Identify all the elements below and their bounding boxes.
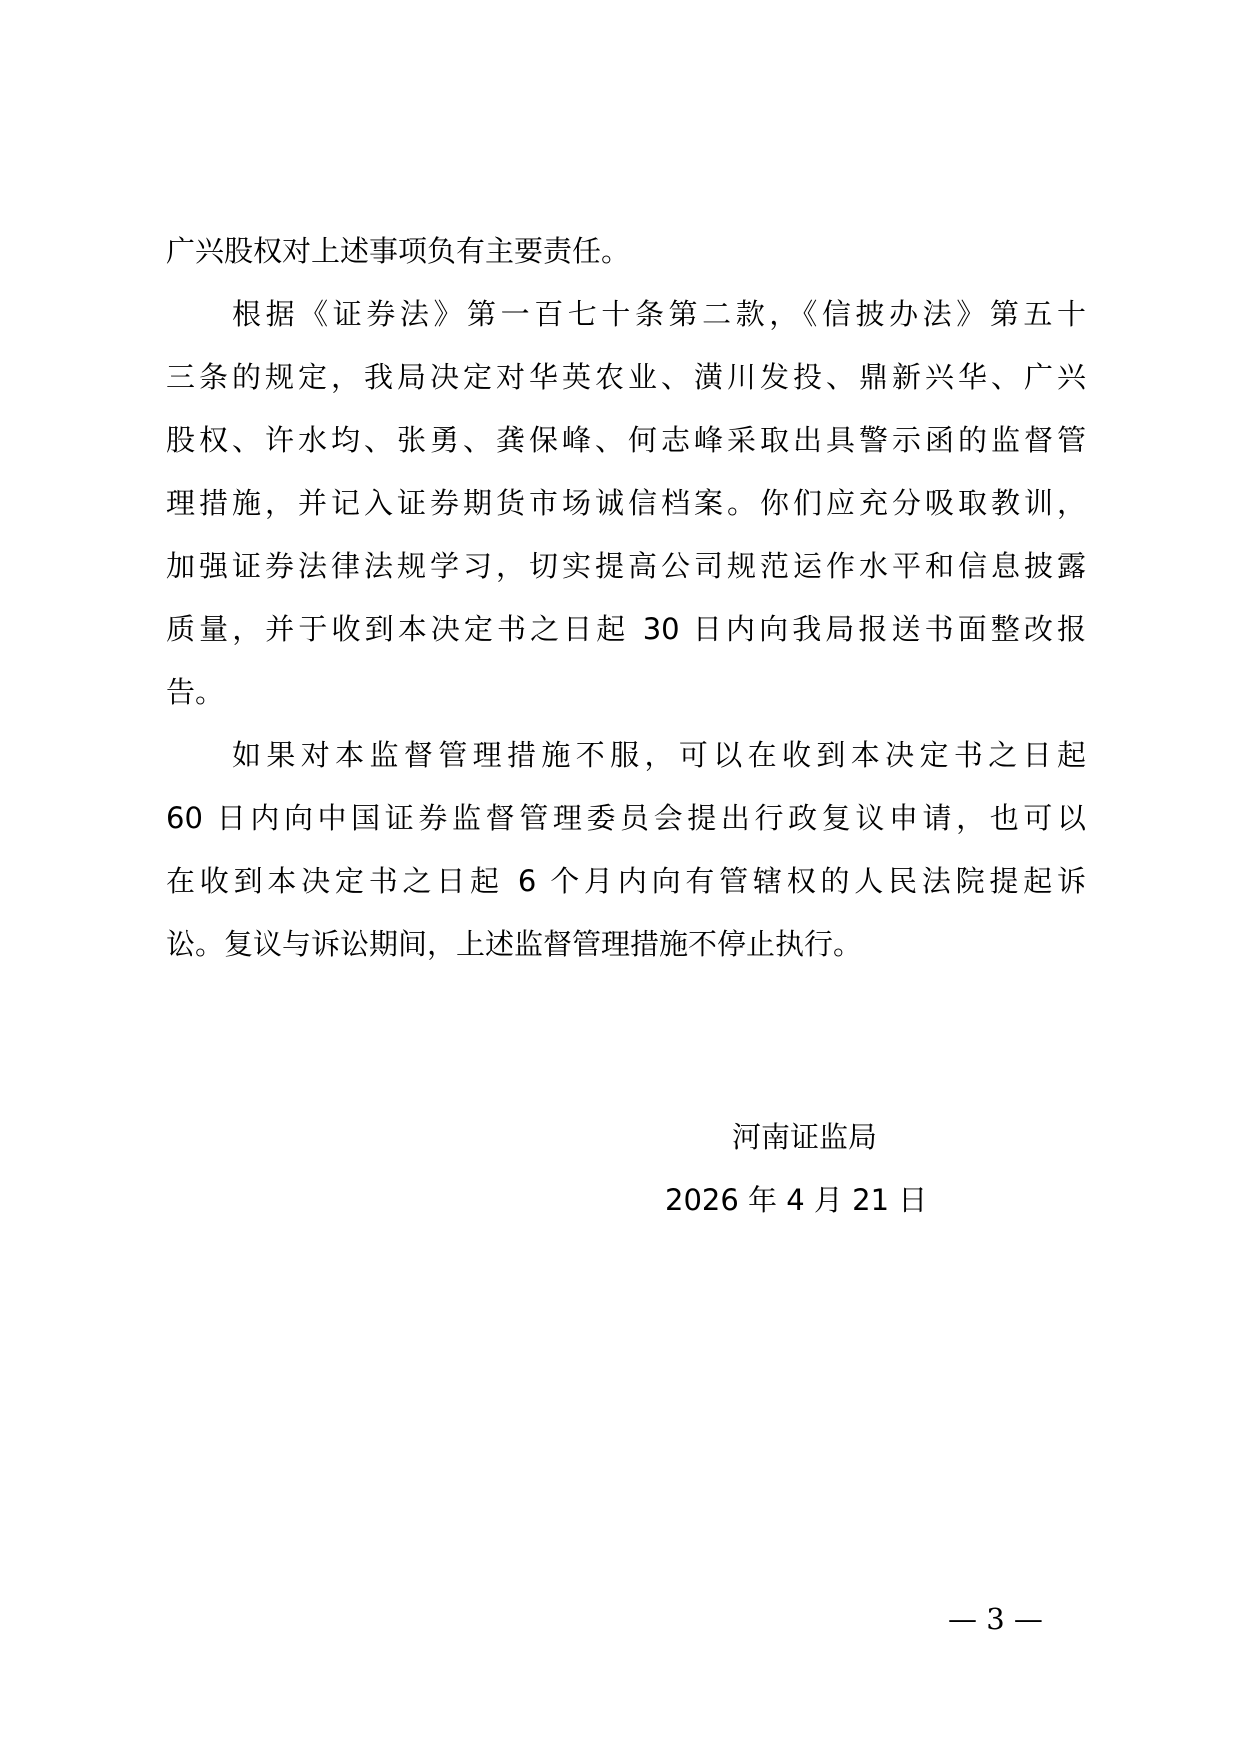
body-line: 广兴股权对上述事项负有主要责任。 (166, 234, 631, 268)
body-line: 在收到本决定书之日起 6 个月内向有管辖权的人民法院提起诉 (166, 864, 1086, 898)
body-line: 告。 (166, 675, 225, 709)
body-line: 股权、许水均、张勇、龚保峰、何志峰采取出具警示函的监督管 (166, 423, 1086, 457)
issuing-authority: 河南证监局 (732, 1120, 878, 1154)
paragraph-first-line: 根据《证券法》第一百七十条第二款，《信披办法》第五十 (232, 297, 1086, 331)
issue-date: 2026 年 4 月 21 日 (665, 1183, 928, 1217)
body-line: 质量，并于收到本决定书之日起 30 日内向我局报送书面整改报 (166, 612, 1086, 646)
paragraph-first-line: 如果对本监督管理措施不服，可以在收到本决定书之日起 (232, 738, 1086, 772)
body-line: 60 日内向中国证券监督管理委员会提出行政复议申请，也可以 (166, 801, 1086, 835)
body-line: 加强证券法律法规学习，切实提高公司规范运作水平和信息披露 (166, 549, 1086, 583)
body-line: 三条的规定，我局决定对华英农业、潢川发投、鼎新兴华、广兴 (166, 360, 1086, 394)
body-line: 理措施，并记入证券期货市场诚信档案。你们应充分吸取教训， (166, 486, 1086, 520)
body-line: 讼。复议与诉讼期间，上述监督管理措施不停止执行。 (166, 927, 863, 961)
page-number: — 3 — (948, 1602, 1043, 1636)
